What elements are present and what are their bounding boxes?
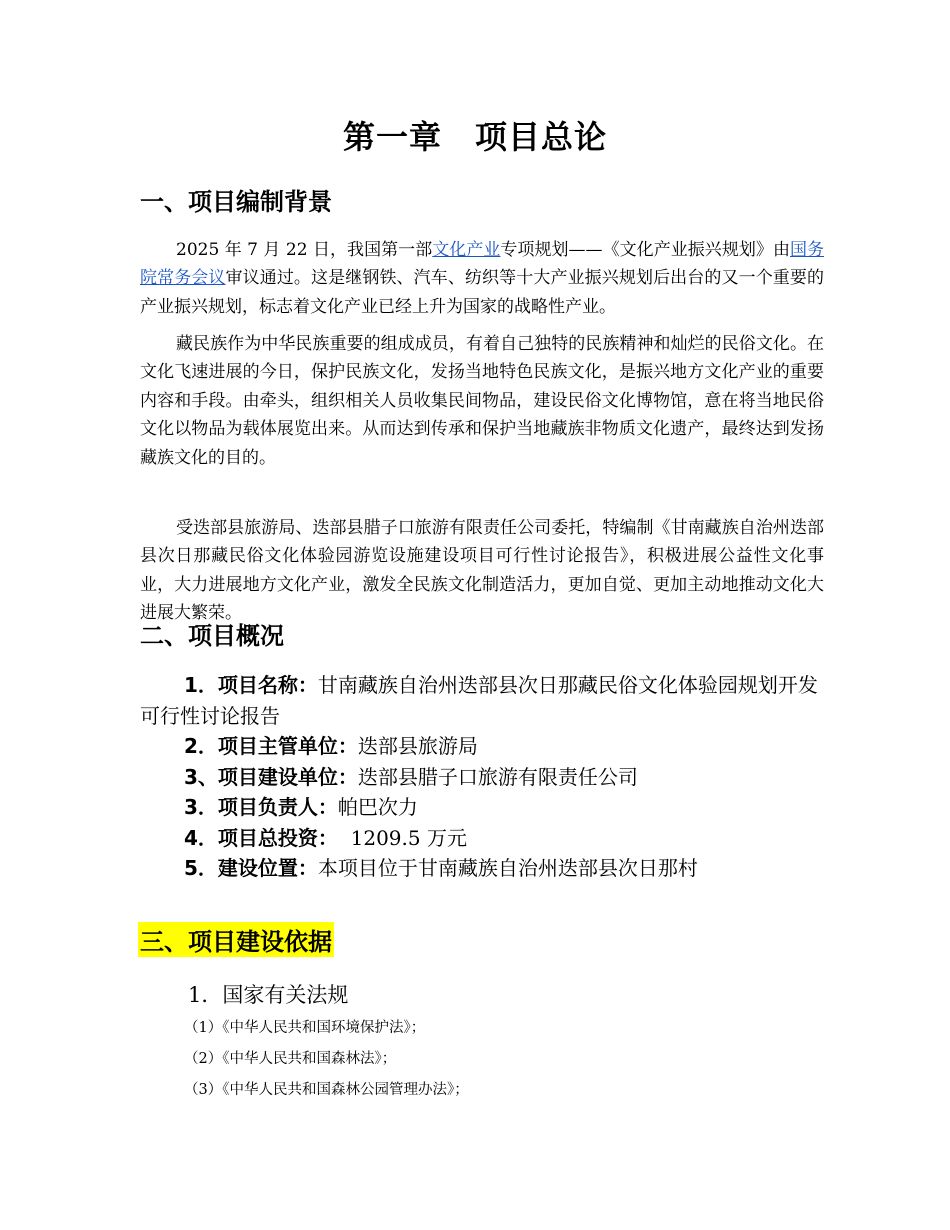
law-item: （2）《中华人民共和国森林法》； xyxy=(184,1051,397,1067)
section-heading-basis: 三、项目建设依据 xyxy=(138,922,334,957)
overview-value: 迭部县腊子口旅游有限责任公司 xyxy=(357,764,638,789)
overview-value: 1209.5 万元 xyxy=(337,825,467,850)
para1-text-2: 专项规划——《文化产业振兴规划》由 xyxy=(500,240,790,260)
overview-label: 1．项目名称： xyxy=(184,673,318,697)
overview-item-leader xyxy=(140,792,830,823)
law-item: （1）《中华人民共和国环境保护法》； xyxy=(184,1020,426,1036)
overview-item-builder xyxy=(140,762,830,793)
background-paragraph-3: 受迭部县旅游局、迭部县腊子口旅游有限责任公司委托，特编制《甘南藏族自治州迭部县次日那藏民俗文化体验园游览设施建设项目可行性讨论报告》，积极进展公益性文化事业，大力进展地方文化产业，激发全民族文化制造活力，更加自觉、更加主动地推动文化大进展大繁荣。 xyxy=(140,518,824,624)
overview-item-investment xyxy=(140,823,830,854)
para1-text-1: 2025 年 7 月 22 日，我国第一部 xyxy=(176,240,433,260)
overview-label: 2．项目主管单位： xyxy=(184,734,358,758)
sub-heading-national-laws: 1．国家有关法规 xyxy=(188,983,349,1007)
overview-label: 3、项目建设单位： xyxy=(184,764,358,789)
section-heading-background: 一、项目编制背景 xyxy=(140,188,332,216)
background-paragraph-2: 藏民族作为中华民族重要的组成成员，有着自己独特的民族精神和灿烂的民俗文化。在文化飞速进展的今日，保护民族文化，发扬当地特色民族文化，是振兴地方文化产业的重要内容和手段。由牵头，组织相关人员收集民间物品，建设民俗文化博物馆，意在将当地民俗文化以物品为载体展览出来。从而达到传承和保护当地藏族非物质文化遗产，最终达到发扬藏族文化的目的。 xyxy=(140,334,824,468)
law-list xyxy=(184,1013,469,1106)
link-state-council-meeting[interactable]: 国务院常务会议 xyxy=(140,240,825,289)
overview-label: 3．项目负责人： xyxy=(184,795,338,819)
law-item: （3）《中华人民共和国森林公园管理办法》； xyxy=(184,1082,469,1098)
overview-item-supervisor xyxy=(140,731,830,762)
overview-label: 5．建设位置： xyxy=(184,856,318,880)
chapter-title: 第一章 项目总论 xyxy=(342,118,607,156)
section-heading-overview: 二、项目概况 xyxy=(140,622,284,650)
link-cultural-industry[interactable]: 文化产业 xyxy=(432,240,501,260)
overview-list xyxy=(140,670,830,884)
overview-item-location xyxy=(140,853,830,884)
overview-item-project-name xyxy=(140,670,830,731)
overview-value: 帕巴次力 xyxy=(337,795,418,819)
overview-value: 本项目位于甘南藏族自治州迭部县次日那村 xyxy=(317,856,698,880)
overview-value: 迭部县旅游局 xyxy=(357,734,478,758)
overview-label: 4．项目总投资： xyxy=(184,825,338,850)
overview-value: 甘南藏族自治州迭部县次日那藏民俗文化体验园规划开发可行性讨论报告 xyxy=(140,673,818,728)
para1-text-3: 审议通过。这是继钢铁、汽车、纺织等十大产业振兴规划后出台的又一个重要的产业振兴规划，标志着文化产业已经上升为国家的战略性产业。 xyxy=(140,268,825,317)
background-paragraph-1 xyxy=(140,236,824,321)
